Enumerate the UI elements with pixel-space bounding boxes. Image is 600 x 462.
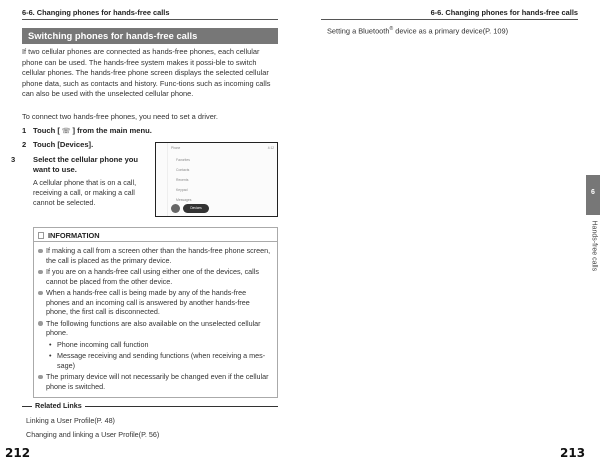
chapter-tab[interactable]: 6	[586, 175, 600, 215]
driver-note: To connect two hands-free phones, you need to set a driver.	[22, 112, 218, 121]
search-icon	[171, 204, 180, 213]
phone-screen-screenshot	[155, 142, 278, 217]
phone-icon: ☏	[59, 128, 73, 135]
chapter-label: Hands-free calls	[590, 220, 598, 272]
menu-contacts: Contacts	[176, 168, 190, 172]
related-links-heading: Related Links	[22, 401, 278, 411]
header-rule	[321, 19, 578, 20]
information-box	[33, 227, 278, 398]
primary-device-link[interactable]: Setting a Bluetooth® device as a primary device(P. 109)	[327, 26, 509, 36]
menu-keypad: Keypad	[176, 188, 188, 192]
menu-messages: Messages	[176, 198, 192, 202]
step-1: 1 Touch [ ☏ ] from the main menu.	[22, 126, 152, 135]
info-item: The following functions are also available on the unselected cellular phone.	[37, 319, 271, 338]
related-link[interactable]: Changing and linking a User Profile(P. 56)	[26, 430, 160, 439]
header-rule	[22, 19, 278, 20]
screen-title: Phone	[171, 146, 181, 150]
related-link[interactable]: Linking a User Profile(P. 48)	[26, 416, 115, 425]
step-3-detail: A cellular phone that is on a call, receiving a call, or making a call cannot be selected.	[33, 178, 137, 207]
devices-button: Devices	[183, 204, 209, 213]
intro-paragraph: If two cellular phones are connected as hands-free phones, each cellular phone can be used. The hands-free system makes it possi-ble to switch cellular phones. The hands-free phone screen displays the selected cellular phone data, such as contacts and history. Func-tions such as incoming calls can also be used with the unselected cellular phone.	[22, 47, 271, 98]
screen-status: 4:12	[267, 146, 274, 150]
info-sub-item: • Phone incoming call function	[37, 340, 271, 349]
page-number: 212	[5, 446, 31, 460]
info-icon	[38, 232, 44, 239]
section-title: Switching phones for hands-free calls	[22, 28, 278, 44]
info-item: If you are on a hands-free call using either one of the devices, calls cannot be placed from the other device.	[37, 267, 271, 286]
info-item: When a hands-free call is being made by any of the hands-free phones and an incoming call is answered by another hands-free phone, the first call is disconnected.	[37, 288, 271, 316]
page-header: 6-6. Changing phones for hands-free calls	[22, 8, 170, 17]
information-header: INFORMATION	[34, 228, 277, 242]
info-sub-item: • Message receiving and sending functions (when receiving a mes-sage)	[37, 351, 271, 370]
menu-recents: Recents	[176, 178, 189, 182]
info-item: If making a call from a screen other than the hands-free phone screen, the call is placed as the primary device.	[37, 246, 271, 265]
page-number: 213	[560, 446, 586, 460]
info-item: The primary device will not necessarily be changed even if the cellular phone is switched.	[37, 372, 271, 391]
menu-favorites: Favorites	[176, 158, 190, 162]
step-2: 2 Touch [Devices].	[22, 140, 94, 149]
step-3: 3 Select the cellular phone you want to use.	[11, 155, 139, 174]
page-header: 6-6. Changing phones for hands-free calls	[430, 8, 578, 17]
